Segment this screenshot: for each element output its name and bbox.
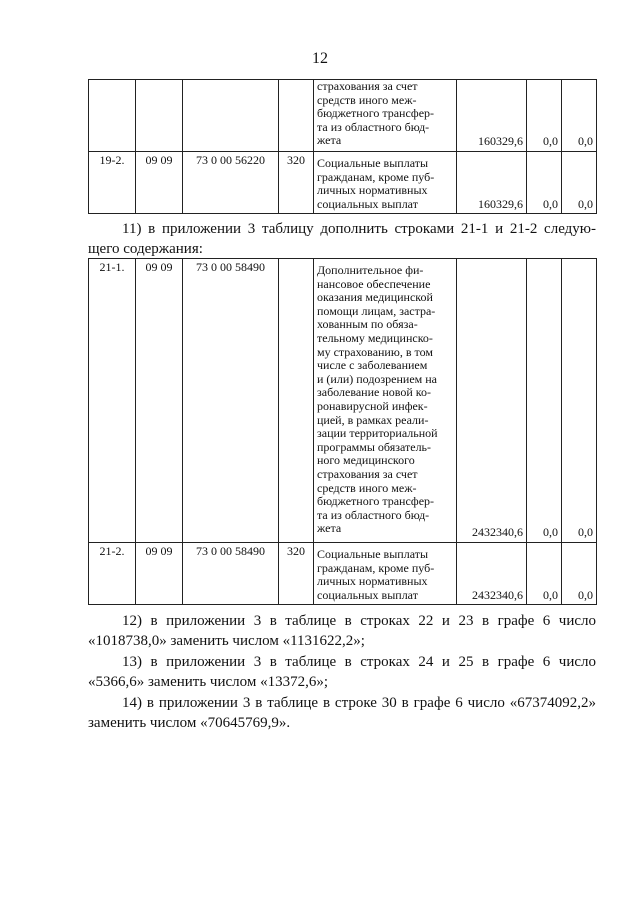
description-line: социальных выплат	[317, 587, 418, 602]
paragraph-line: 11) в приложении 3 таблицу дополнить строками 21-1 и 21-2 следую-	[122, 221, 596, 237]
description-line: нансовое обеспечение	[317, 276, 431, 291]
cell-amount: 2432340,6	[457, 543, 527, 605]
description-line: тельному медицинско-	[317, 330, 433, 345]
cell-value-2: 0,0	[562, 80, 597, 152]
description-line: Социальные выплаты	[317, 156, 429, 170]
description-line: числе с заболеванием	[317, 358, 428, 373]
table-row	[89, 259, 597, 543]
paragraph-line: 14) в приложении 3 в таблице в строке 30 в графе 6 число «67374092,2»	[122, 695, 596, 711]
description-line: и (или) подозрением на	[317, 371, 438, 386]
cell-description	[314, 259, 457, 543]
cell-value-1: 0,0	[527, 152, 562, 214]
description-line: зации территориальной	[317, 426, 438, 441]
paragraph-line: заменить числом «70645769,9».	[88, 715, 291, 731]
paragraph-14	[88, 693, 596, 733]
cell-value-1: 0,0	[527, 543, 562, 605]
cell-num: 19-2.	[89, 152, 136, 214]
cell-num	[89, 80, 136, 152]
cell-value-1: 0,0	[527, 259, 562, 543]
paragraph-line: «5366,6» заменить числом «13372,6»;	[88, 674, 329, 690]
description-line: хованным по обяза-	[317, 317, 418, 332]
description-line: бюджетного трансфер-	[317, 106, 435, 121]
description-line: помощи лицам, застра-	[317, 303, 436, 318]
cell-target: 73 0 00 58490	[183, 543, 279, 605]
cell-description	[314, 80, 457, 152]
cell-num: 21-2.	[89, 543, 136, 605]
description-line: заболевание новой ко-	[317, 385, 431, 400]
cell-section: 09 09	[136, 543, 183, 605]
cell-num: 21-1.	[89, 259, 136, 543]
table-row	[89, 543, 597, 605]
description-line: ронавирусной инфек-	[317, 398, 428, 413]
cell-section	[136, 80, 183, 152]
description-line: му страхованию, в том	[317, 344, 433, 359]
page-number: 12	[312, 50, 328, 67]
description-line: та из областного бюд-	[317, 119, 430, 134]
cell-value-2: 0,0	[562, 259, 597, 543]
description-line: та из областного бюд-	[317, 507, 430, 522]
description-line: цией, в рамках реали-	[317, 412, 429, 427]
cell-type: 320	[279, 543, 314, 605]
description-line: личных нормативных	[317, 183, 428, 198]
cell-target	[183, 80, 279, 152]
description-line: оказания медицинской	[317, 290, 433, 305]
cell-description	[314, 543, 457, 605]
table-row	[89, 152, 597, 214]
cell-amount: 160329,6	[457, 80, 527, 152]
paragraph-line: 12) в приложении 3 в таблице в строках 22 и 23 в графе 6 число	[122, 613, 596, 629]
cell-value-2: 0,0	[562, 152, 597, 214]
description-line: программы обязатель-	[317, 439, 432, 454]
description-line: Дополнительное фи-	[317, 263, 424, 277]
description-line: средств иного меж-	[317, 92, 417, 107]
description-line: личных нормативных	[317, 574, 428, 589]
paragraph-line: «1018738,0» заменить числом «1131622,2»;	[88, 633, 365, 649]
cell-target: 73 0 00 58490	[183, 259, 279, 543]
description-line: социальных выплат	[317, 196, 418, 211]
description-line: гражданам, кроме пуб-	[317, 560, 435, 575]
cell-value-2: 0,0	[562, 543, 597, 605]
paragraph-line: щего содержания:	[88, 241, 203, 257]
budget-table-bottom	[88, 258, 597, 605]
paragraph-13	[88, 652, 596, 692]
table-row	[89, 80, 597, 152]
description-line: жета	[317, 521, 342, 536]
cell-type	[279, 80, 314, 152]
cell-section: 09 09	[136, 152, 183, 214]
description-line: страхования за счет	[317, 79, 418, 93]
paragraph-12	[88, 611, 596, 651]
cell-section: 09 09	[136, 259, 183, 543]
description-line: страхования за счет	[317, 466, 418, 481]
cell-amount: 160329,6	[457, 152, 527, 214]
cell-target: 73 0 00 56220	[183, 152, 279, 214]
paragraph-line: 13) в приложении 3 в таблице в строках 24 и 25 в графе 6 число	[122, 654, 596, 670]
budget-table-top	[88, 79, 597, 214]
cell-description	[314, 152, 457, 214]
description-line: гражданам, кроме пуб-	[317, 169, 435, 184]
cell-value-1: 0,0	[527, 80, 562, 152]
paragraph-11	[88, 219, 596, 259]
cell-type	[279, 259, 314, 543]
cell-type: 320	[279, 152, 314, 214]
cell-amount: 2432340,6	[457, 259, 527, 543]
description-line: средств иного меж-	[317, 480, 417, 495]
description-line: бюджетного трансфер-	[317, 494, 435, 509]
description-line: ного медицинского	[317, 453, 415, 468]
description-line: Социальные выплаты	[317, 547, 429, 561]
description-line: жета	[317, 133, 342, 148]
